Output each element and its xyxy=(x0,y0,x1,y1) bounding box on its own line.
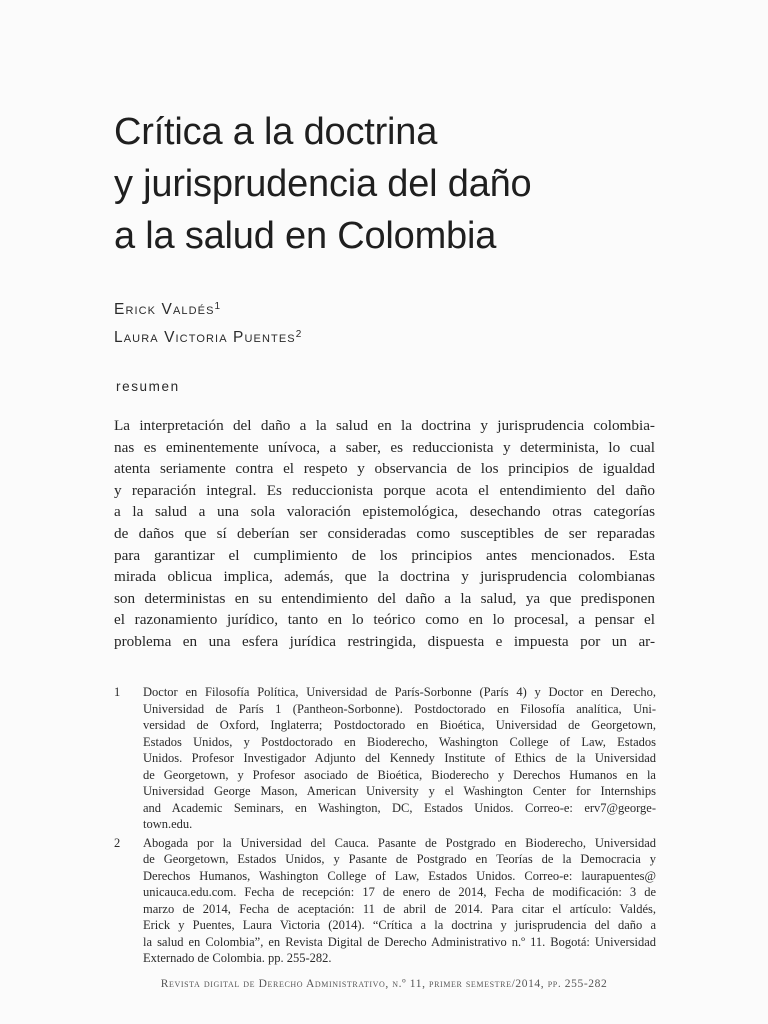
footnote-line: Estados Unidos, y Postdoctorado en Bioderecho, Washington College of Law, Estados xyxy=(143,734,656,749)
footnote-number: 2 xyxy=(114,835,121,850)
abstract-body xyxy=(114,415,655,653)
footnote-line: Universidad George Mason, American University y el Washington Center for Internships xyxy=(143,784,656,798)
footnote-line: Doctor en Filosofía Política, Universidad de París-Sorbonne (París 4) y Doctor en Derecho, xyxy=(143,685,656,699)
footnote-line: Externado de Colombia. pp. 255-282. xyxy=(143,951,332,965)
footnote xyxy=(114,835,656,967)
footnote-marker: 2 xyxy=(295,329,302,340)
abstract-line: el razonamiento jurídico, tanto en lo teórico como en lo procesal, a pensar el xyxy=(114,611,655,629)
footnote-line: Derechos Humanos, Washington College of Law, Estados Unidos. Correo-e: laurapuentes@ xyxy=(143,868,656,883)
footnote-number: 1 xyxy=(114,685,121,699)
abstract-line: a la salud a una sola valoración epistemológica, desechando otras categorías xyxy=(114,503,655,521)
running-footer: Revista digital de Derecho Administrativo, n.º 11, primer semestre/2014, pp. 255-282 xyxy=(160,978,608,990)
abstract-line: son deterministas en su entendimiento del daño a la salud, ya que predisponen xyxy=(114,589,655,607)
abstract-line: mirada oblicua implica, además, que la doctrina y jurisprudencia colombianas xyxy=(114,568,655,586)
abstract-heading: resumen xyxy=(116,379,180,394)
footnote-line: and Academic Seminars, en Washington, DC, Estados Unidos. Correo-e: erv7@george- xyxy=(143,800,656,815)
footnote-line: Universidad de París 1 (Pantheon-Sorbonne). Postdoctorado en Filosofía analítica, Uni- xyxy=(143,701,656,716)
footnote-line: marzo de 2014, Fecha de aceptación: 11 de abril de 2014. Para citar el artículo: Valdés, xyxy=(143,901,656,916)
author-name-text: Erick Valdés xyxy=(114,301,215,318)
abstract-line: La interpretación del daño a la salud en la doctrina y jurisprudencia colombia- xyxy=(114,417,655,434)
author-name xyxy=(114,294,301,322)
abstract-line: para garantizar el cumplimiento de los principios antes mencionados. Esta xyxy=(114,546,655,564)
footnote-line: Abogada por la Universidad del Cauca. Pasante de Postgrado en Bioderecho, Universidad xyxy=(143,835,656,850)
footnote-line: versidad de Oxford, Inglaterra; Postdoctorado en Bioética, Universidad de Georgetown, xyxy=(143,718,656,732)
footnotes xyxy=(114,684,656,969)
footnote xyxy=(114,684,656,833)
author-name-text: Laura Victoria Puentes xyxy=(114,329,296,346)
footnote-line: Unidos. Profesor Investigador Adjunto del Kennedy Institute of Ethics de la Universidad xyxy=(143,751,656,765)
footnote-line: Erick y Puentes, Laura Victoria (2014). “Crítica a la doctrina y jurisprudencia del daño a xyxy=(143,918,656,932)
footnote-line: de Georgetown, y Profesor asociado de Bioética, Bioderecho y Derechos Humanos en la xyxy=(143,767,656,782)
footnote-line: unicauca.edu.com. Fecha de recepción: 17 de enero de 2014, Fecha de modificación: 3 de xyxy=(143,885,656,899)
title-line: Crítica a la doctrina xyxy=(114,111,438,153)
footnote-line: la salud en Colombia”, en Revista Digital de Derecho Administrativo n.º 11. Bogotá: Universidad xyxy=(143,934,656,949)
abstract-line: de daños que sí deberían ser consideradas como susceptibles de ser reparadas xyxy=(114,524,655,542)
author-name xyxy=(114,322,301,350)
title-line: a la salud en Colombia xyxy=(114,215,497,257)
footnote-marker: 1 xyxy=(214,301,221,312)
abstract-line: nas es eminentemente unívoca, a saber, es reduccionista y determinista, lo cual xyxy=(114,438,655,456)
abstract-line: y reparación integral. Es reduccionista porque acota el entendimiento del daño xyxy=(114,481,655,499)
abstract-line: atenta seriamente contra el respeto y observancia de los principios de igualdad xyxy=(114,460,655,478)
footnote-line: town.edu. xyxy=(143,817,193,831)
title-line: y jurisprudencia del daño xyxy=(114,163,532,205)
abstract-line: problema en una esfera jurídica restringida, dispuesta e impuesta por un ar- xyxy=(114,632,655,650)
footnote-line: de Georgetown, Estados Unidos, y Pasante de Postgrado en Teorías de la Democracia y xyxy=(143,852,656,866)
author-list xyxy=(114,294,301,350)
article-title xyxy=(114,106,674,262)
